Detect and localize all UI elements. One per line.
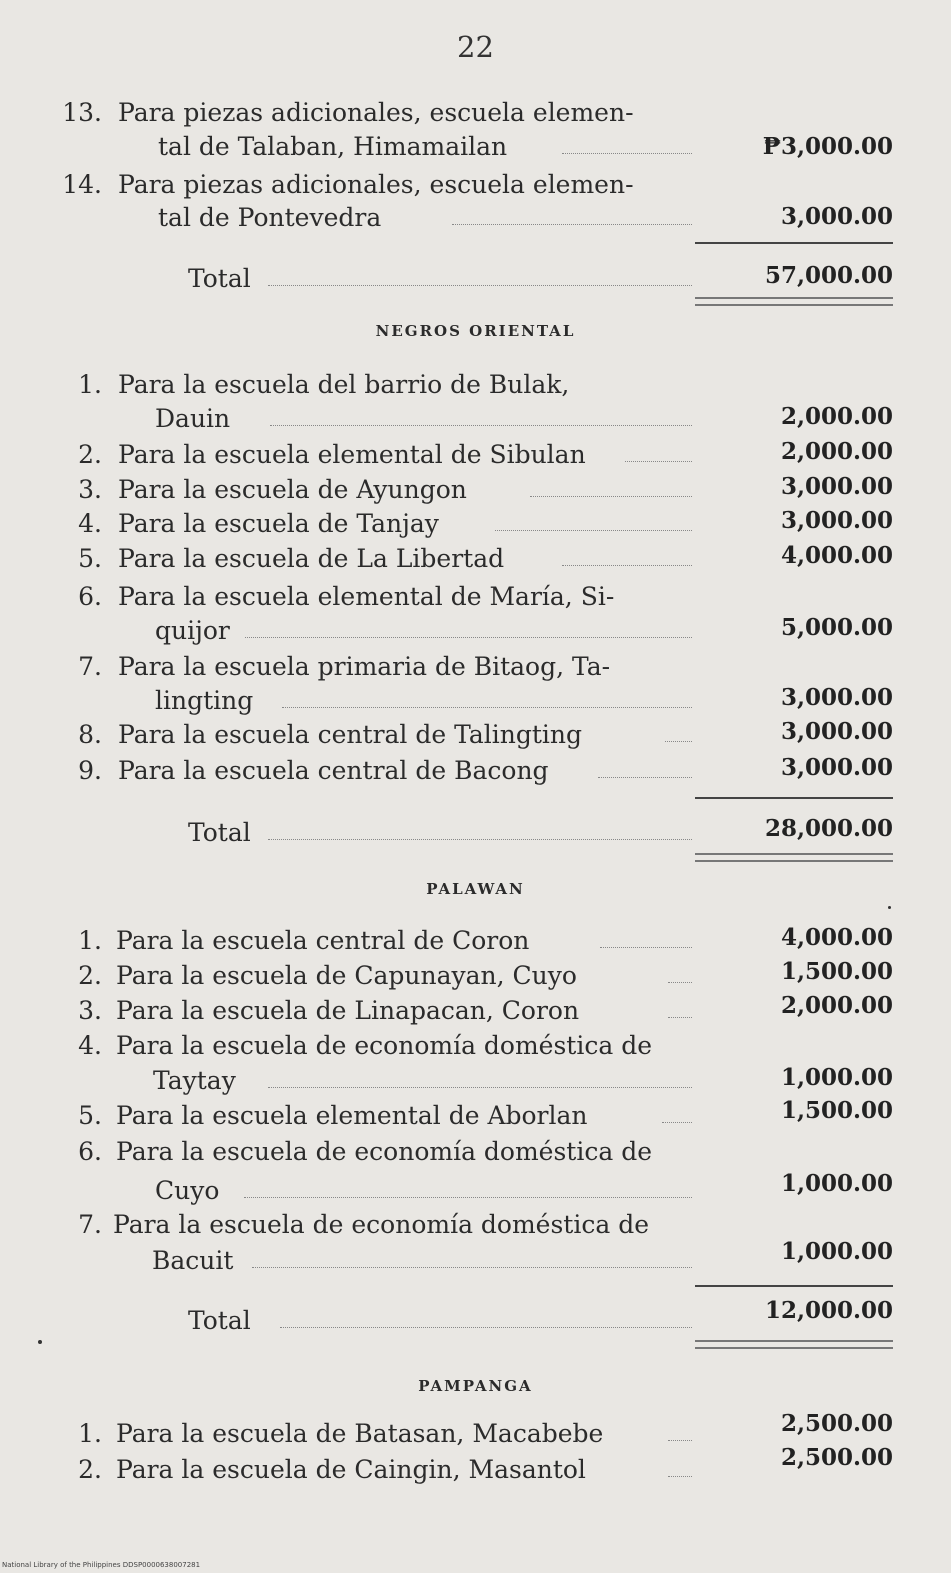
item-number: 5. <box>78 1101 102 1130</box>
leader-dots <box>252 1267 692 1268</box>
leader-dots <box>452 224 692 225</box>
subtotal-rule <box>695 242 893 244</box>
item-amount: 3,000.00 <box>780 507 893 534</box>
item-text-line: quijor <box>155 616 230 645</box>
leader-dots <box>270 425 692 426</box>
item-text-line: tal de Talaban, Himamailan <box>158 132 508 161</box>
item-amount: 2,000.00 <box>780 438 893 465</box>
leader-dots <box>268 1087 692 1088</box>
total-label: Total <box>188 264 251 293</box>
total-amount: 28,000.00 <box>764 815 893 842</box>
item-amount: 3,000.00 <box>780 718 893 745</box>
total-amount: 12,000.00 <box>764 1297 893 1324</box>
item-text-line: Para la escuela de economía doméstica de <box>116 1137 652 1166</box>
leader-dots <box>562 565 692 566</box>
item-number: 5. <box>78 544 102 573</box>
item-amount: ₱3,000.00 <box>762 133 893 160</box>
total-amount: 57,000.00 <box>764 262 893 289</box>
item-text-line: tal de Pontevedra <box>158 203 382 232</box>
total-double-rule <box>695 297 893 306</box>
leader-dots <box>625 461 692 462</box>
item-number: 7. <box>78 652 102 681</box>
item-text-line: Para piezas adicionales, escuela elemen- <box>118 170 634 199</box>
print-speck <box>888 906 891 909</box>
item-text-line: Taytay <box>153 1066 236 1095</box>
item-number: 4. <box>78 509 102 538</box>
item-text-line: Para la escuela de Capunayan, Cuyo <box>116 961 577 990</box>
leader-dots <box>668 1476 692 1477</box>
item-text-line: Dauin <box>155 404 231 433</box>
item-amount: 1,000.00 <box>780 1064 893 1091</box>
leader-dots <box>495 530 692 531</box>
item-text-line: Para la escuela de economía doméstica de <box>113 1210 649 1239</box>
item-amount: 2,500.00 <box>780 1444 893 1471</box>
leader-dots <box>530 496 692 497</box>
item-amount: 1,000.00 <box>780 1170 893 1197</box>
leader-dots <box>245 637 692 638</box>
item-number: 6. <box>78 582 102 611</box>
item-number: 3. <box>78 996 102 1025</box>
item-text-line: Para la escuela de economía doméstica de <box>116 1031 652 1060</box>
item-text-line: Para la escuela de Ayungon <box>118 475 467 504</box>
item-number: 1. <box>78 1419 102 1448</box>
item-number: 3. <box>78 475 102 504</box>
item-text-line: Para la escuela central de Bacong <box>118 756 549 785</box>
leader-dots <box>668 982 692 983</box>
leader-dots <box>665 741 692 742</box>
item-number: 1. <box>78 370 102 399</box>
item-number: 8. <box>78 720 102 749</box>
item-number: 13. <box>62 98 102 127</box>
item-number: 2. <box>78 1455 102 1484</box>
item-amount: 5,000.00 <box>780 614 893 641</box>
item-text-line: Para la escuela de Linapacan, Coron <box>116 996 580 1025</box>
item-amount: 3,000.00 <box>780 203 893 230</box>
item-text-line: Para la escuela elemental de Sibulan <box>118 440 586 469</box>
total-double-rule <box>695 1340 893 1349</box>
subtotal-rule <box>695 797 893 799</box>
leader-dots <box>668 1440 692 1441</box>
item-amount: 3,000.00 <box>780 684 893 711</box>
item-text-line: Para la escuela elemental de María, Si- <box>118 582 615 611</box>
item-number: 1. <box>78 926 102 955</box>
item-number: 9. <box>78 756 102 785</box>
item-number: 2. <box>78 961 102 990</box>
leader-dots <box>600 947 692 948</box>
leader-dots <box>598 777 692 778</box>
item-amount: 1,000.00 <box>780 1238 893 1265</box>
scan-footer: National Library of the Philippines DDSP0000638007281 <box>2 1561 201 1569</box>
item-amount: 1,500.00 <box>780 958 893 985</box>
leader-dots <box>662 1122 692 1123</box>
leader-dots <box>282 707 692 708</box>
leader-dots <box>280 1327 692 1328</box>
item-text-line: Para la escuela de Caingin, Masantol <box>116 1455 586 1484</box>
item-text-line: Para la escuela primaria de Bitaog, Ta- <box>118 652 611 681</box>
page-number: 22 <box>457 30 494 64</box>
item-amount: 4,000.00 <box>780 924 893 951</box>
total-double-rule <box>695 853 893 862</box>
section-heading: PALAWAN <box>426 880 525 898</box>
item-amount: 3,000.00 <box>780 473 893 500</box>
section-heading: PAMPANGA <box>418 1377 533 1395</box>
item-text-line: Para la escuela central de Talingting <box>118 720 582 749</box>
leader-dots <box>268 285 692 286</box>
item-number: 2. <box>78 440 102 469</box>
item-text-line: Para piezas adicionales, escuela elemen- <box>118 98 634 127</box>
item-text-line: Para la escuela elemental de Aborlan <box>116 1101 588 1130</box>
item-text-line: Para la escuela de Batasan, Macabebe <box>116 1419 604 1448</box>
item-text-line: Cuyo <box>155 1176 220 1205</box>
item-amount: 4,000.00 <box>780 542 893 569</box>
item-number: 14. <box>62 170 102 199</box>
print-speck <box>38 1340 42 1344</box>
leader-dots <box>244 1197 692 1198</box>
section-heading: NEGROS ORIENTAL <box>375 322 576 340</box>
item-number: 6. <box>78 1137 102 1166</box>
item-amount: 2,500.00 <box>780 1410 893 1437</box>
item-amount: 2,000.00 <box>780 992 893 1019</box>
item-text-line: Para la escuela de La Libertad <box>118 544 505 573</box>
item-text-line: lingting <box>155 686 254 715</box>
item-amount: 2,000.00 <box>780 403 893 430</box>
item-number: 4. <box>78 1031 102 1060</box>
item-number: 7. <box>78 1210 102 1239</box>
item-text-line: Para la escuela del barrio de Bulak, <box>118 370 570 399</box>
total-label: Total <box>188 1306 251 1335</box>
item-amount: 1,500.00 <box>780 1097 893 1124</box>
subtotal-rule <box>695 1285 893 1287</box>
leader-dots <box>668 1017 692 1018</box>
item-amount: 3,000.00 <box>780 754 893 781</box>
leader-dots <box>562 153 692 154</box>
total-label: Total <box>188 818 251 847</box>
leader-dots <box>268 839 692 840</box>
item-text-line: Para la escuela central de Coron <box>116 926 530 955</box>
item-text-line: Para la escuela de Tanjay <box>118 509 439 538</box>
item-text-line: Bacuit <box>152 1246 234 1275</box>
